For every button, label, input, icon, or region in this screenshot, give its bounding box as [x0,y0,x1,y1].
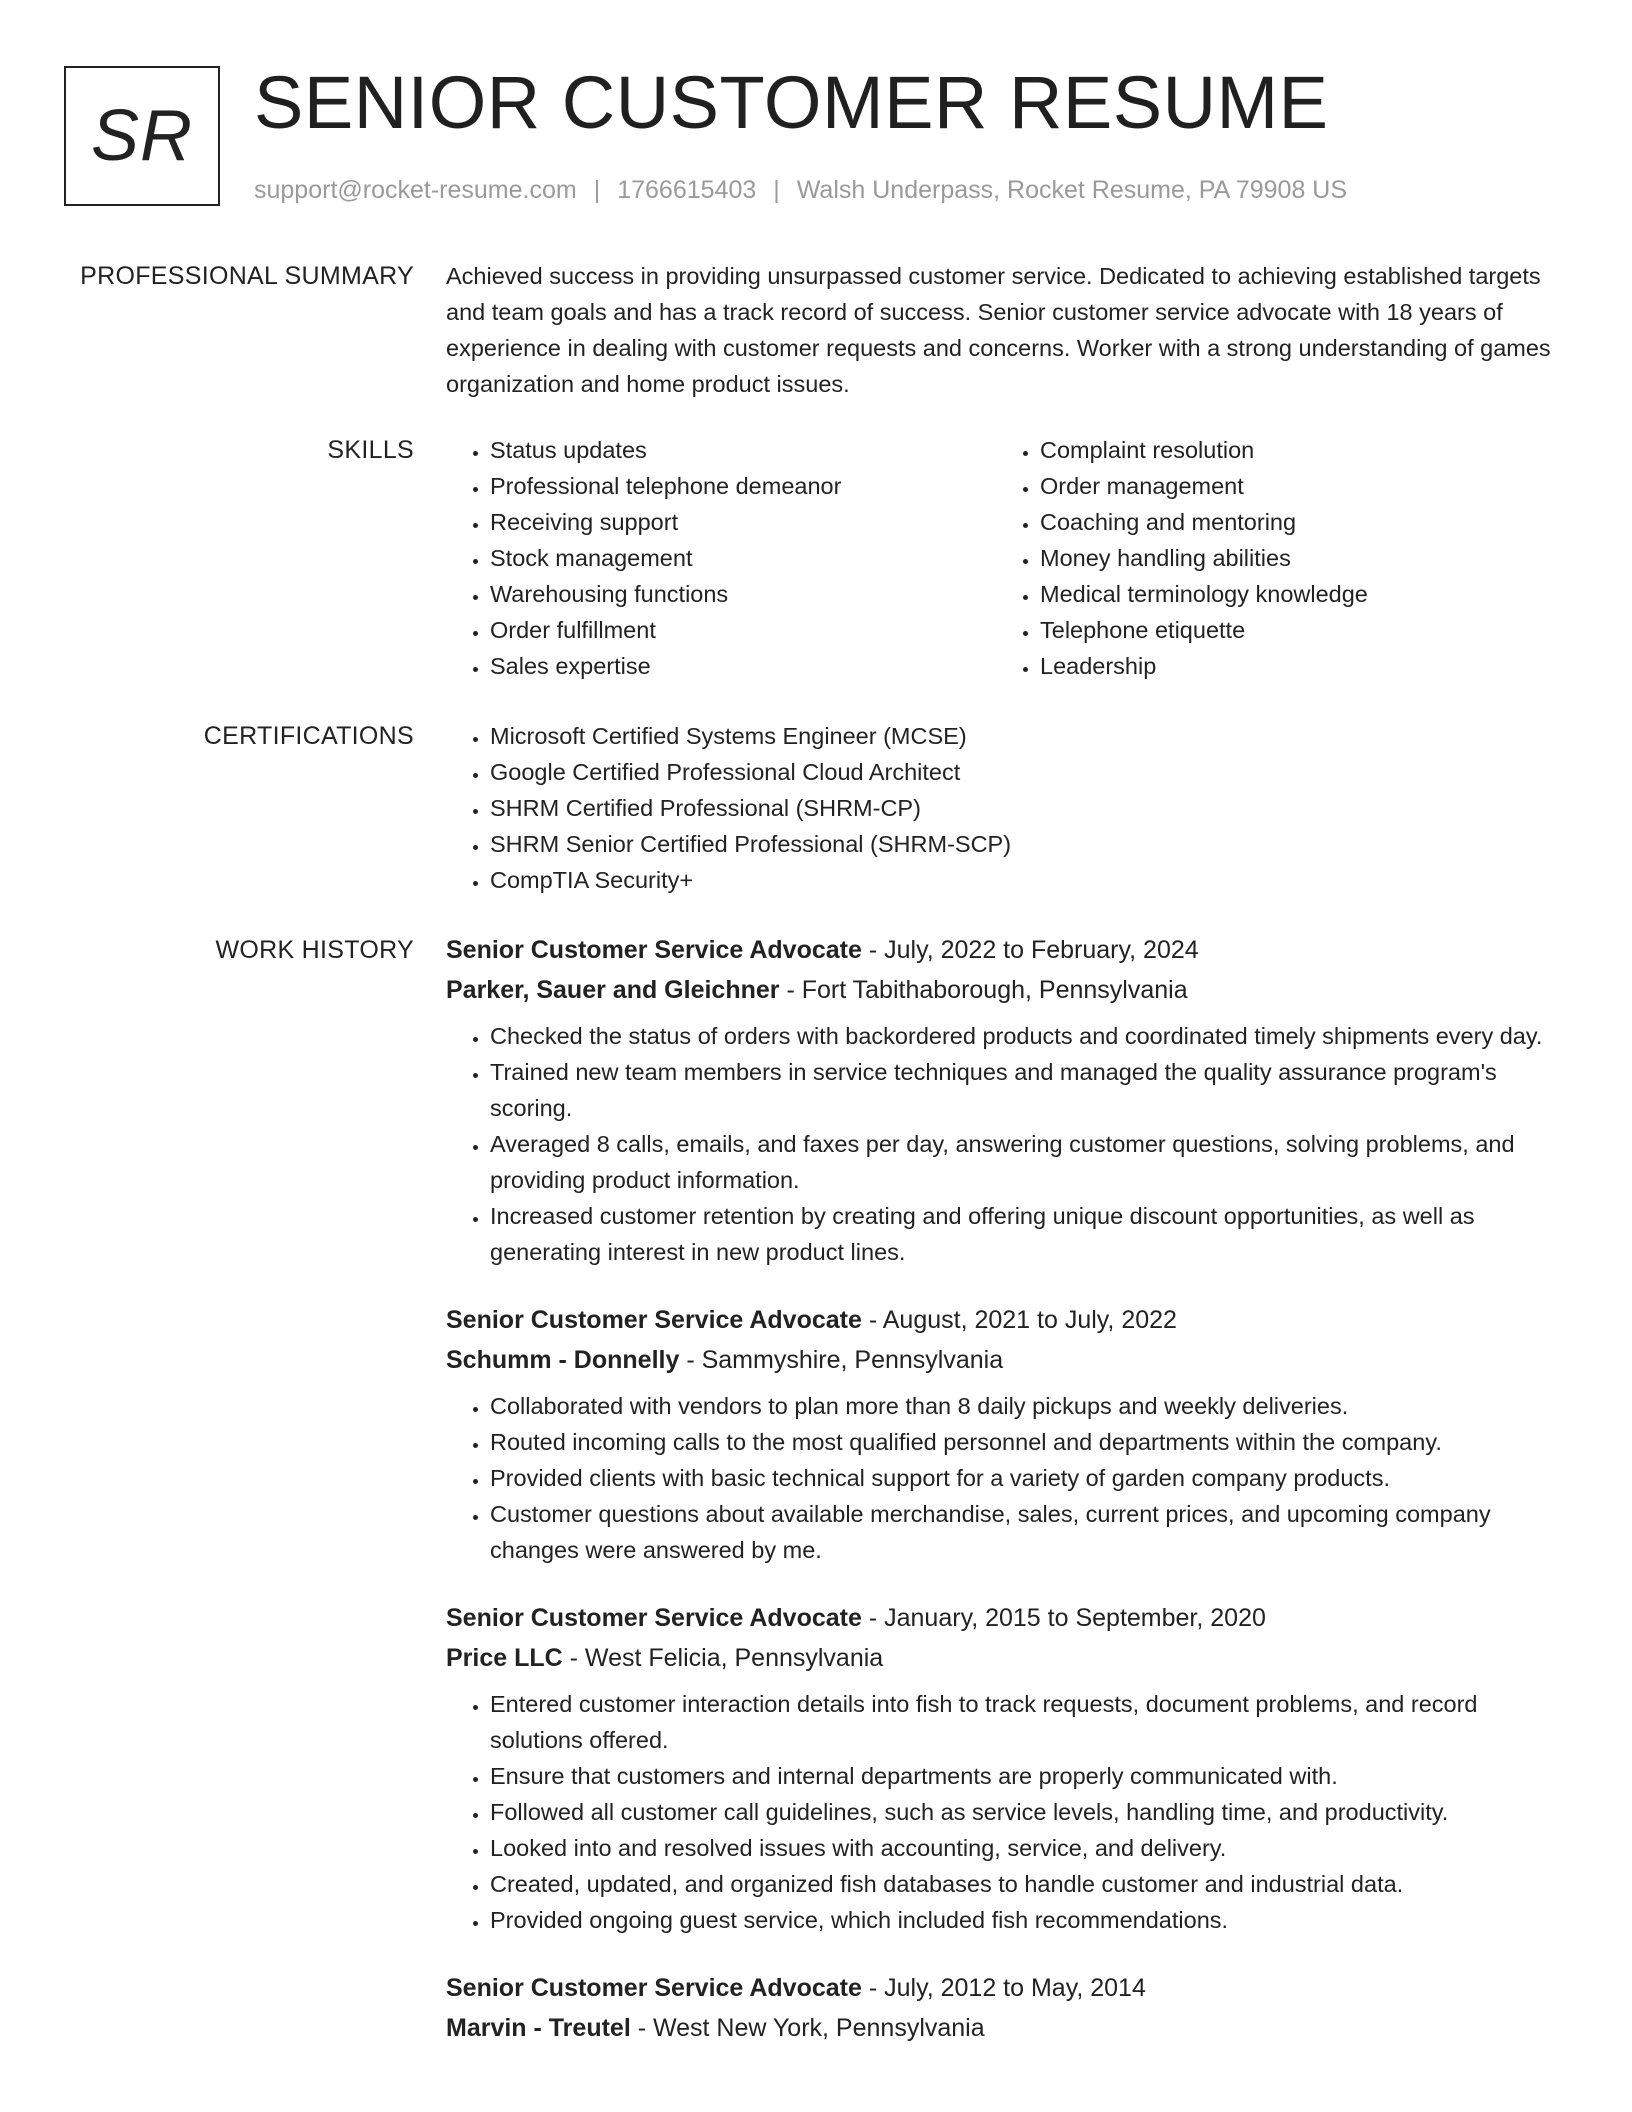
job-duty-item: • Customer questions about available merchandise, sales, current prices, and upcoming company changes were answered by me. [490,1496,1566,1568]
job-title-line [446,930,1566,970]
skills-column-right [996,432,1546,684]
job-title: Senior Customer Service Advocate [446,1306,862,1334]
job-company-line [446,1638,1566,1678]
job-dates: - August, 2021 to July, 2022 [861,1306,1177,1334]
job-entry [446,1300,1566,1568]
skill-item: • Order management [1040,468,1546,504]
job-location: - Fort Tabithaborough, Pennsylvania [779,976,1188,1004]
certification-item: • CompTIA Security+ [490,862,1566,898]
monogram-badge [64,66,220,206]
job-duty-item: • Routed incoming calls to the most qualified personnel and departments within the company. [490,1424,1566,1460]
certification-item: • SHRM Certified Professional (SHRM-CP) [490,790,1566,826]
skill-item: • Leadership [1040,648,1546,684]
job-location: - West Felicia, Pennsylvania [562,1644,884,1672]
job-duty-item: • Ensure that customers and internal departments are properly communicated with. [490,1758,1566,1794]
certification-item: • SHRM Senior Certified Professional (SHRM-SCP) [490,826,1566,862]
skill-item: • Stock management [490,540,996,576]
job-title: Senior Customer Service Advocate [446,1974,862,2002]
job-entry [446,1968,1566,2048]
contact-line [254,172,1347,208]
job-title: Senior Customer Service Advocate [446,1604,862,1632]
job-duty-item: • Trained new team members in service techniques and managed the quality assurance program's scoring. [490,1054,1566,1126]
job-duty-item: • Checked the status of orders with backordered products and coordinated timely shipments every day. [490,1018,1566,1054]
job-duty-item: • Entered customer interaction details into fish to track requests, document problems, and record solutions offered. [490,1686,1566,1758]
summary-text: Achieved success in providing unsurpassed customer service. Dedicated to achieving established targets and team goals and has a track record of success. Senior customer service advocate with 18 years of experience in dealing with customer requests and concerns. Worker with a strong understanding of games organization and home product issues. [446,263,1551,397]
job-duty-item: • Followed all customer call guidelines, such as service levels, handling time, and productivity. [490,1794,1566,1830]
skills-list-left [446,432,996,684]
skill-item: • Money handling abilities [1040,540,1546,576]
skills-column-left [446,432,996,684]
job-title-line [446,1598,1566,1638]
skill-item: • Warehousing functions [490,576,996,612]
skill-item: • Coaching and mentoring [1040,504,1546,540]
job-duty-item: • Collaborated with vendors to plan more than 8 daily pickups and weekly deliveries. [490,1388,1566,1424]
job-company-line [446,1340,1566,1380]
resume-title: SENIOR CUSTOMER RESUME [254,61,1329,144]
skills-body [446,432,1566,684]
job-duties-list [446,1686,1566,1938]
job-duty-item: • Increased customer retention by creating and offering unique discount opportunities, as well as generating interest in new product lines. [490,1198,1566,1270]
skill-item: • Telephone etiquette [1040,612,1546,648]
job-duties-list [446,1018,1566,1270]
job-company: Parker, Sauer and Gleichner [446,976,780,1004]
job-duty-item: • Averaged 8 calls, emails, and faxes per day, answering customer questions, solving problems, and providing product information. [490,1126,1566,1198]
skill-item: • Medical terminology knowledge [1040,576,1546,612]
job-company: Marvin - Treutel [446,2014,631,2042]
job-duty-item: • Provided ongoing guest service, which included fish recommendations. [490,1902,1566,1938]
job-duty-item: • Created, updated, and organized fish databases to handle customer and industrial data. [490,1866,1566,1902]
job-company-line [446,2008,1566,2048]
certification-item: • Microsoft Certified Systems Engineer (MCSE) [490,718,1566,754]
certification-item: • Google Certified Professional Cloud Architect [490,754,1566,790]
job-dates: - July, 2012 to May, 2014 [861,1974,1146,2002]
skill-item: • Status updates [490,432,996,468]
job-title: Senior Customer Service Advocate [446,936,862,964]
skill-item: • Professional telephone demeanor [490,468,996,504]
job-company: Price LLC [446,1644,563,1672]
skills-list-right [996,432,1546,684]
job-company: Schumm - Donnelly [446,1346,680,1374]
skill-item: • Order fulfillment [490,612,996,648]
job-location: - Sammyshire, Pennsylvania [679,1346,1004,1374]
summary-label: PROFESSIONAL SUMMARY [80,262,414,290]
job-title-line [446,1968,1566,2008]
certifications-list [446,718,1566,898]
contact-phone[interactable]: 1766615403 [617,176,757,204]
job-dates: - January, 2015 to September, 2020 [861,1604,1266,1632]
job-company-line [446,970,1566,1010]
work-history-body [446,930,1566,2078]
job-dates: - July, 2022 to February, 2024 [861,936,1199,964]
job-duty-item: • Provided clients with basic technical support for a variety of garden company products. [490,1460,1566,1496]
work-history-label: WORK HISTORY [215,936,414,964]
contact-separator: | [773,176,780,204]
job-entry [446,1598,1566,1938]
contact-email[interactable]: support@rocket-resume.com [254,176,577,204]
skill-item: • Sales expertise [490,648,996,684]
job-title-line [446,1300,1566,1340]
skills-label: SKILLS [327,436,414,464]
job-duties-list [446,1388,1566,1568]
job-location: - West New York, Pennsylvania [630,2014,985,2042]
skill-item: • Complaint resolution [1040,432,1546,468]
certifications-label: CERTIFICATIONS [203,722,414,750]
monogram-initials: SR [90,96,194,176]
job-duty-item: • Looked into and resolved issues with accounting, service, and delivery. [490,1830,1566,1866]
skill-item: • Receiving support [490,504,996,540]
summary-body [446,258,1566,402]
job-entry [446,930,1566,1270]
contact-address: Walsh Underpass, Rocket Resume, PA 79908 US [796,176,1348,204]
certifications-body [446,718,1566,898]
contact-separator: | [593,176,601,204]
